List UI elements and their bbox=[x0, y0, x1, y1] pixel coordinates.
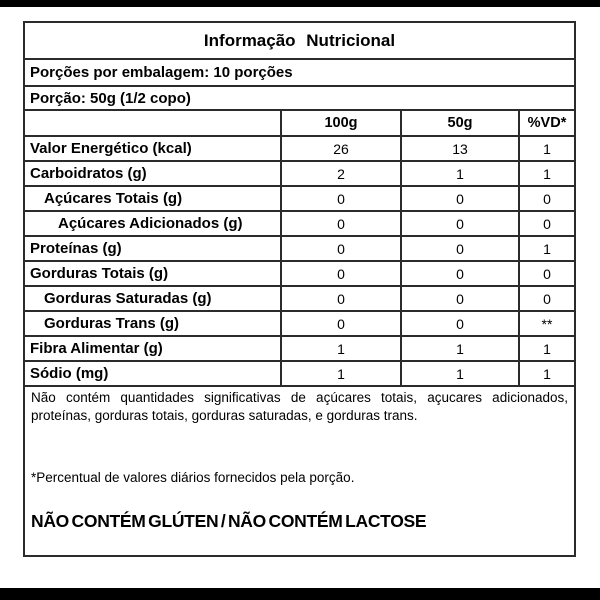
nutrient-value: 0 bbox=[400, 312, 518, 335]
nutrient-row bbox=[25, 312, 574, 337]
table-body bbox=[25, 137, 574, 387]
nutrient-value: 0 bbox=[400, 237, 518, 260]
nutrient-row bbox=[25, 287, 574, 312]
nutrient-row bbox=[25, 237, 574, 262]
nutrient-value: 0 bbox=[280, 312, 400, 335]
nutrient-row bbox=[25, 337, 574, 362]
nutrient-label: Sódio (mg) bbox=[30, 365, 109, 382]
table-footer bbox=[25, 387, 574, 555]
nutrient-label: Açúcares Totais (g) bbox=[44, 190, 183, 207]
bottom-black-bar bbox=[0, 588, 600, 600]
nutrient-value: 2 bbox=[280, 162, 400, 185]
nutrient-value: 0 bbox=[280, 262, 400, 285]
nutrient-value: 0 bbox=[280, 212, 400, 235]
header-50g: 50g bbox=[400, 111, 518, 135]
nutrient-value: 1 bbox=[518, 337, 574, 360]
nutrient-row bbox=[25, 162, 574, 187]
allergen-statement: NÃO CONTÉM GLÚTEN / NÃO CONTÉM LACTOSE bbox=[31, 511, 427, 532]
nutrient-value: 0 bbox=[280, 237, 400, 260]
nutrient-value: 26 bbox=[280, 137, 400, 160]
servings-per-package: Porções por embalagem: 10 porções bbox=[25, 60, 574, 87]
nutrient-value: 0 bbox=[518, 187, 574, 210]
nutrient-label: Carboidratos (g) bbox=[30, 165, 147, 182]
table-header-row bbox=[25, 111, 574, 137]
nutrient-value: 13 bbox=[400, 137, 518, 160]
daily-values-footnote: *Percentual de valores diários fornecidos pela porção. bbox=[31, 470, 355, 486]
nutrient-value: 1 bbox=[518, 162, 574, 185]
nutrient-label: Gorduras Saturadas (g) bbox=[44, 290, 212, 307]
nutrient-row bbox=[25, 212, 574, 237]
nutrient-value: 0 bbox=[400, 262, 518, 285]
nutrient-label: Fibra Alimentar (g) bbox=[30, 340, 163, 357]
nutrient-value: 1 bbox=[518, 362, 574, 385]
nutrient-label: Proteínas (g) bbox=[30, 240, 122, 257]
nutrient-value: 0 bbox=[280, 287, 400, 310]
nutrient-value: 0 bbox=[400, 212, 518, 235]
header-blank-cell bbox=[25, 111, 280, 135]
nutrient-value: 1 bbox=[518, 237, 574, 260]
header-100g: 100g bbox=[280, 111, 400, 135]
no-significant-amounts-note: Não contém quantidades significativas de açúcares totais, açucares adicionados, proteínas, gorduras totais, gorduras saturadas, e gorduras trans. bbox=[31, 390, 568, 423]
nutrient-value: 1 bbox=[280, 337, 400, 360]
nutrient-value: ** bbox=[518, 312, 574, 335]
nutrient-row bbox=[25, 362, 574, 387]
nutrient-value: 0 bbox=[518, 262, 574, 285]
nutrient-label: Açúcares Adicionados (g) bbox=[58, 215, 243, 232]
nutrient-label: Gorduras Trans (g) bbox=[44, 315, 180, 332]
top-black-bar bbox=[0, 0, 600, 7]
nutrient-value: 1 bbox=[400, 337, 518, 360]
portion-size: Porção: 50g (1/2 copo) bbox=[25, 87, 574, 111]
nutrient-row bbox=[25, 137, 574, 162]
nutrition-title: Informação Nutricional bbox=[25, 23, 574, 60]
nutrient-value: 1 bbox=[400, 162, 518, 185]
nutrient-value: 0 bbox=[400, 187, 518, 210]
header-vd: %VD* bbox=[518, 111, 574, 135]
nutrient-row bbox=[25, 262, 574, 287]
nutrient-value: 0 bbox=[400, 287, 518, 310]
nutrient-value: 0 bbox=[280, 187, 400, 210]
nutrient-value: 0 bbox=[518, 287, 574, 310]
nutrient-label: Gorduras Totais (g) bbox=[30, 265, 169, 282]
nutrient-value: 1 bbox=[518, 137, 574, 160]
nutrient-value: 0 bbox=[518, 212, 574, 235]
nutrition-facts-table bbox=[23, 21, 576, 557]
nutrient-row bbox=[25, 187, 574, 212]
nutrient-value: 1 bbox=[280, 362, 400, 385]
nutrient-value: 1 bbox=[400, 362, 518, 385]
nutrient-label: Valor Energético (kcal) bbox=[30, 140, 192, 157]
